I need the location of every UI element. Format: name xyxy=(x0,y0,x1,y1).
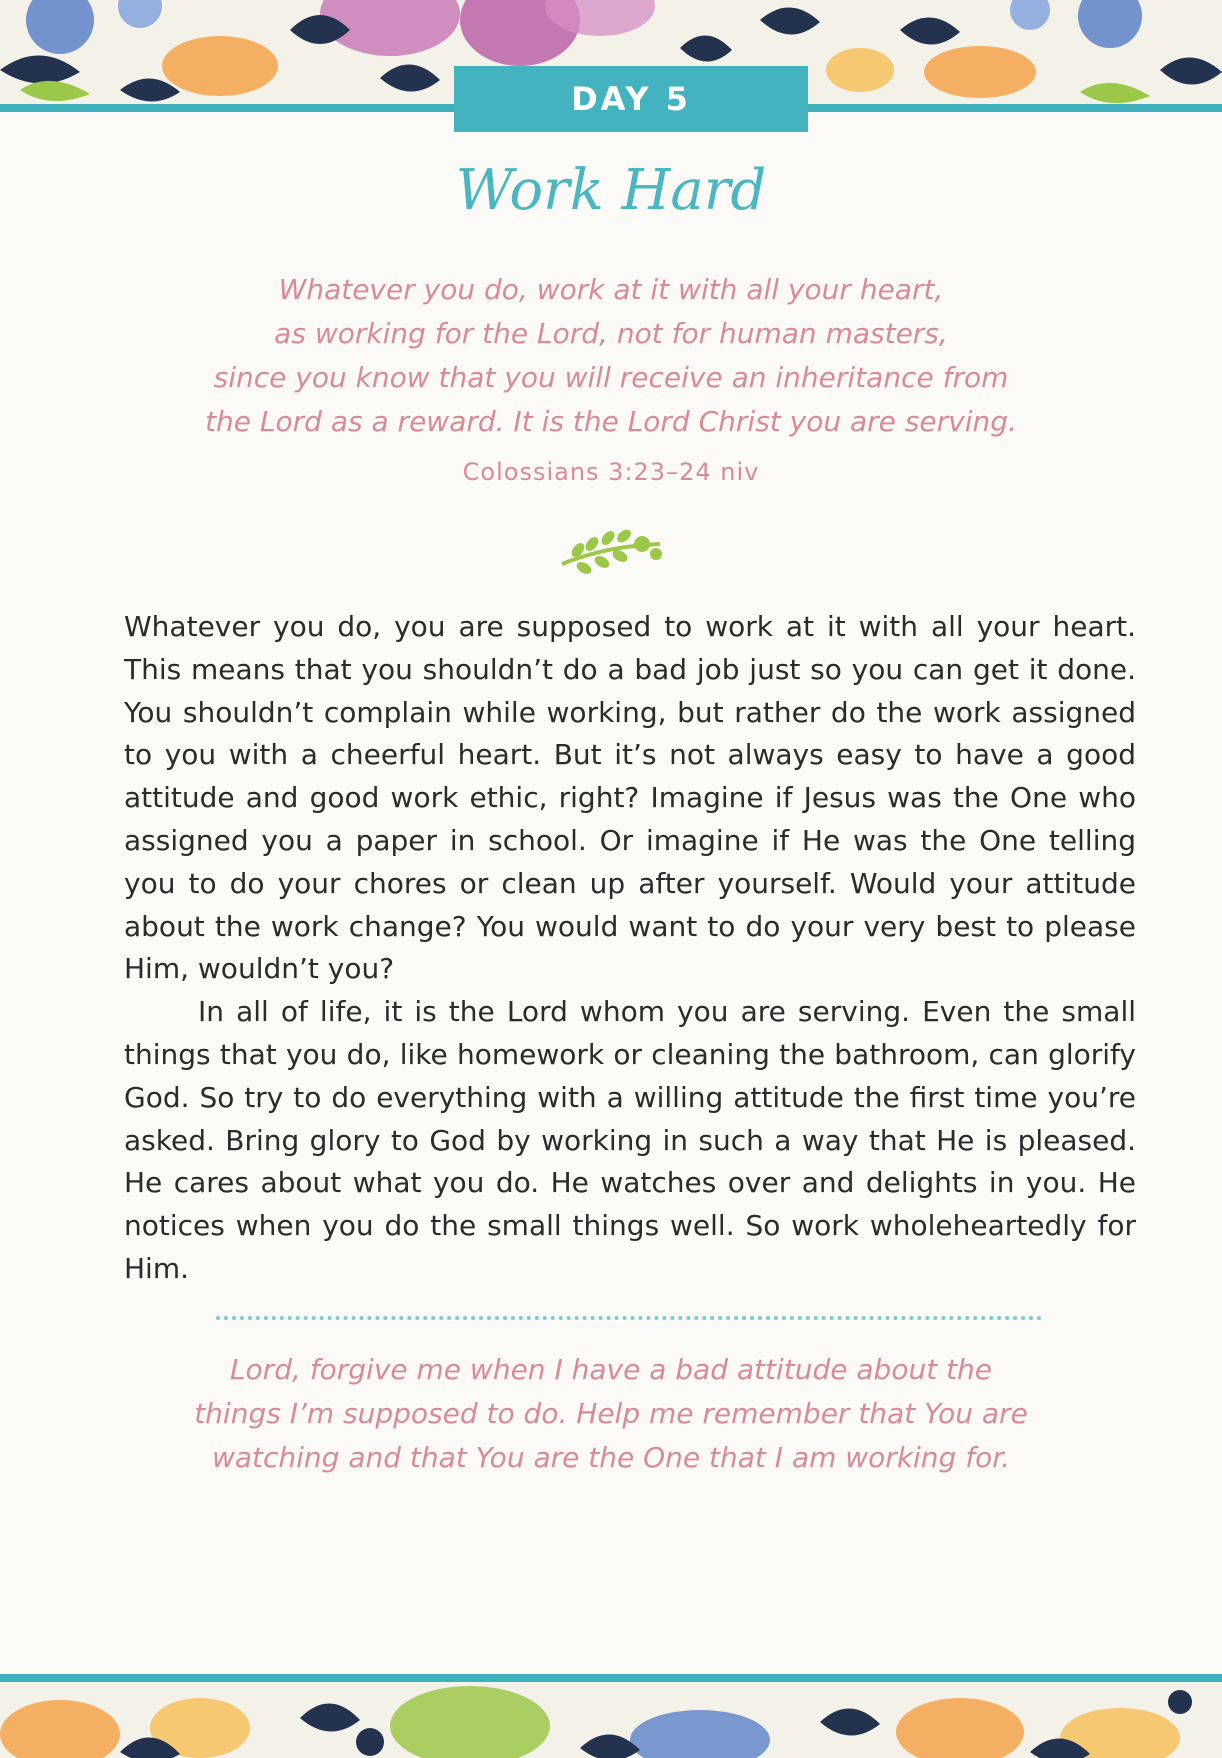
bottom-floral-border xyxy=(0,1674,1222,1758)
verse-reference: Colossians 3:23–24 niv xyxy=(462,458,760,486)
prayer-line: watching and that You are the One that I am working for. xyxy=(211,1441,1011,1474)
verse-line: since you know that you will receive an inheritance from xyxy=(213,361,1009,394)
leafy-sprig-icon xyxy=(556,524,666,576)
prayer-line: things I’m supposed to do. Help me remember that You are xyxy=(194,1397,1028,1430)
scripture-verse xyxy=(140,268,1082,444)
body-paragraph: Whatever you do, you are supposed to work at it with all your heart. This means that you shouldn’t do a bad job just so you can get it done. You shouldn’t complain while working, but rather do the work assigned to you with a cheerful heart. But it’s not always easy to have a good attitude and good work ethic, right? Imagine if Jesus was the One who assigned you a paper in school. Or imagine if He was the One telling you to do your chores or clean up after yourself. Would your attitude about the work change? You would want to do your very best to please Him, wouldn’t you? xyxy=(124,610,1136,986)
verse-line: Whatever you do, work at it with all your heart, xyxy=(278,273,944,306)
prayer-line: Lord, forgive me when I have a bad attitude about the xyxy=(229,1353,993,1386)
closing-prayer xyxy=(140,1348,1082,1480)
body-paragraph: In all of life, it is the Lord whom you are serving. Even the small things that you do, like homework or cleaning the bathroom, can glorify God. So try to do everything with a willing attitude the first time you’re asked. Bring glory to God by working in such a way that He is pleased. He cares about what you do. He watches over and delights in you. He notices when you do the small things well. So work wholeheartedly for Him. xyxy=(124,995,1136,1285)
verse-line: the Lord as a reward. It is the Lord Christ you are serving. xyxy=(205,405,1017,438)
page-title: Work Hard xyxy=(455,158,767,223)
dotted-divider xyxy=(216,1316,1042,1320)
day-banner: DAY 5 xyxy=(454,66,808,132)
devotional-body xyxy=(124,606,1136,1291)
floral-border-icon xyxy=(0,1682,1222,1758)
verse-line: as working for the Lord, not for human masters, xyxy=(274,317,948,350)
bottom-teal-rule xyxy=(0,1674,1222,1682)
